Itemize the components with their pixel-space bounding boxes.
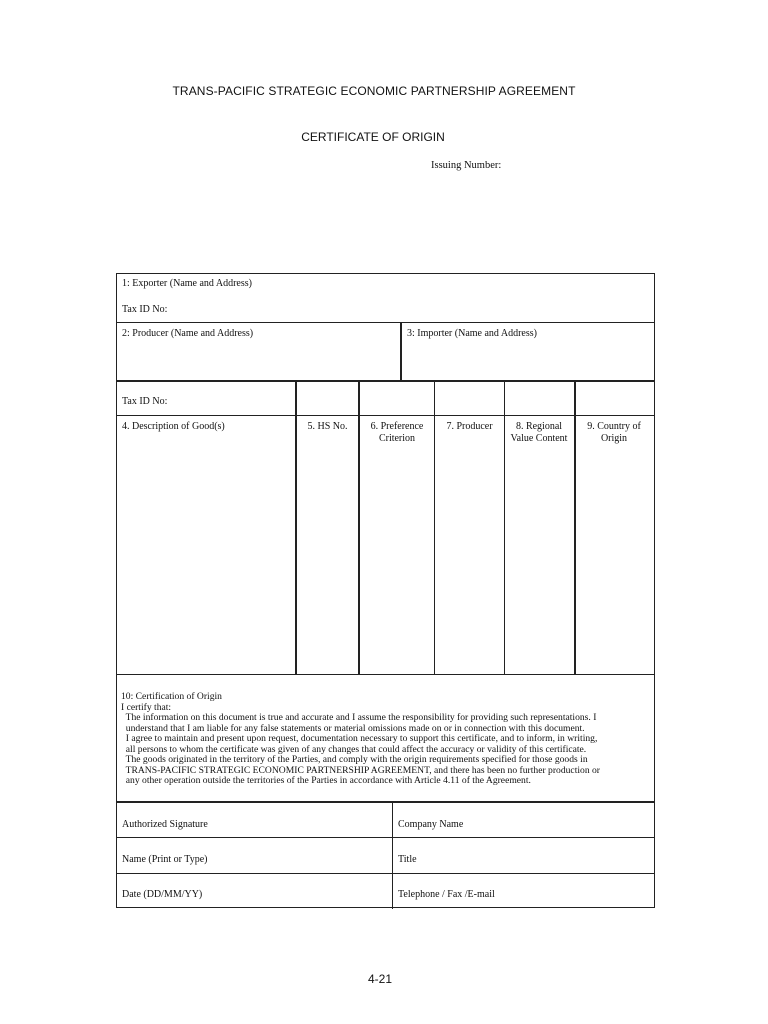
divider bbox=[117, 801, 654, 803]
producer-label: 2: Producer (Name and Address) bbox=[122, 328, 254, 339]
divider bbox=[400, 322, 402, 381]
col-country-of-origin: 9. Country of Origin bbox=[587, 421, 641, 444]
col-producer: 7. Producer bbox=[446, 421, 493, 432]
certification-line: TRANS-PACIFIC STRATEGIC ECONOMIC PARTNERSHIP AGREEMENT, and there has been no further production or bbox=[121, 764, 601, 776]
issuing-number-label: Issuing Number: bbox=[431, 160, 502, 171]
certificate-form bbox=[116, 273, 655, 908]
certification-heading: 10: Certification of Origin bbox=[121, 691, 222, 702]
certification-line: understand that I am liable for any false statements or material omissions made on or in connection with this document. bbox=[121, 722, 585, 734]
agreement-title: TRANS-PACIFIC STRATEGIC ECONOMIC PARTNERSHIP AGREEMENT bbox=[172, 84, 576, 98]
col-preference-criterion: 6. Preference Criterion bbox=[370, 421, 424, 444]
divider bbox=[117, 873, 654, 874]
divider bbox=[117, 322, 654, 323]
importer-label: 3: Importer (Name and Address) bbox=[407, 328, 537, 339]
exporter-tax-id-label: Tax ID No: bbox=[122, 304, 168, 315]
col-hs-no: 5. HS No. bbox=[307, 421, 348, 432]
producer-tax-id-label: Tax ID No: bbox=[122, 396, 168, 407]
divider bbox=[504, 380, 505, 675]
divider bbox=[574, 380, 576, 675]
exporter-label: 1: Exporter (Name and Address) bbox=[122, 278, 252, 289]
certification-line: all persons to whom the certificate was given of any changes that could affect the accuracy or validity of this certificate. bbox=[121, 743, 587, 755]
certification-line: The goods originated in the territory of the Parties, and comply with the origin requirements specified for those goods in bbox=[121, 754, 588, 765]
col-description: 4. Description of Good(s) bbox=[122, 421, 225, 432]
certification-block bbox=[121, 692, 657, 787]
certification-line: any other operation outside the territories of the Parties in accordance with Article 4.11 of the Agreement. bbox=[121, 775, 531, 786]
certification-line: I agree to maintain and present upon request, documentation necessary to support this certificate, and to inform, in writing, bbox=[121, 733, 598, 744]
certification-intro: I certify that: bbox=[121, 701, 172, 713]
certificate-title: CERTIFICATE OF ORIGIN bbox=[301, 130, 445, 144]
divider bbox=[392, 801, 393, 909]
divider bbox=[117, 837, 654, 838]
date-label: Date (DD/MM/YY) bbox=[122, 889, 203, 900]
telephone-label: Telephone / Fax /E-mail bbox=[398, 889, 495, 900]
certification-line: The information on this document is true and accurate and I assume the responsibility for providing such representations. I bbox=[121, 712, 597, 723]
col-regional-value-content: 8. Regional Value Content bbox=[510, 421, 568, 444]
name-print-label: Name (Print or Type) bbox=[122, 854, 208, 865]
page-number: 4-21 bbox=[367, 972, 393, 986]
authorized-signature-label: Authorized Signature bbox=[122, 819, 208, 830]
company-name-label: Company Name bbox=[398, 819, 464, 830]
title-label: Title bbox=[398, 854, 417, 865]
